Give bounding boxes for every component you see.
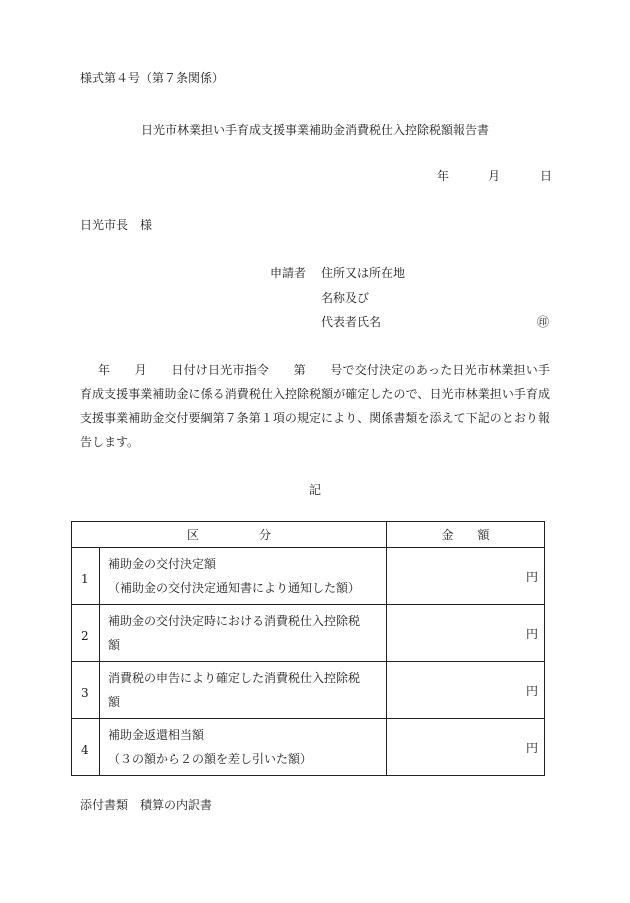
amount-cell[interactable]: 円 <box>387 605 545 662</box>
header-amount: 金 額 <box>387 522 545 548</box>
row-label-line1: 補助金返還相当額 <box>108 728 205 742</box>
row-label-line2: 額 <box>108 695 121 709</box>
applicant-address-label: 住所又は所在地 <box>321 266 406 280</box>
table-row <box>72 662 545 719</box>
row-label-line1: 補助金の交付決定時における消費税仕入控除税 <box>108 614 361 628</box>
row-label-line1: 補助金の交付決定額 <box>108 557 217 571</box>
amount-cell[interactable]: 円 <box>387 548 545 605</box>
date-month: 月 <box>488 169 501 183</box>
row-label-line1: 消費税の申告により確定した消費税仕入控除税 <box>108 671 361 685</box>
row-label <box>100 548 387 605</box>
ki-heading: 記 <box>308 483 321 497</box>
seal-mark: ㊞ <box>537 315 550 329</box>
document-title: 日光市林業担い手育成支援事業補助金消費税仕入控除税額報告書 <box>140 123 489 137</box>
amount-cell[interactable]: 円 <box>387 719 545 776</box>
row-label <box>100 662 387 719</box>
row-label-line2: （補助金の交付決定通知書により通知した額） <box>108 581 361 595</box>
row-number: 3 <box>72 662 100 719</box>
applicant-representative-label: 代表者氏名 <box>321 315 382 329</box>
applicant-name-label: 名称及び <box>321 291 370 305</box>
table-row <box>72 719 545 776</box>
row-label-line2: （３の額から２の額を差し引いた額） <box>108 752 313 766</box>
form-number: 様式第４号（第７条関係） <box>80 71 225 85</box>
row-number: 4 <box>72 719 100 776</box>
addressee: 日光市長 様 <box>80 218 153 232</box>
row-number: 2 <box>72 605 100 662</box>
table-row <box>72 605 545 662</box>
attachments-line: 添付書類 積算の内訳書 <box>80 798 213 812</box>
row-label-line2: 額 <box>108 638 121 652</box>
date-day: 日 <box>540 169 553 183</box>
table-row <box>72 548 545 605</box>
date-year: 年 <box>437 169 450 183</box>
table-header-row <box>72 522 545 548</box>
header-category: 区 分 <box>72 522 387 548</box>
row-label <box>100 719 387 776</box>
row-label <box>100 605 387 662</box>
report-table <box>71 521 545 776</box>
amount-cell[interactable]: 円 <box>387 662 545 719</box>
report-body-text: 年 月 日付け日光市指令 第 号で交付決定のあった日光市林業担い手育成支援事業補助金に係る消費税仕入控除税額が確定したので、日光市林業担い手育成支援事業補助金交付要綱第７条第１項の規定により、関係書類を添えて下記のとおり報告します。 <box>80 363 550 449</box>
applicant-label: 申請者 <box>270 266 307 280</box>
row-number: 1 <box>72 548 100 605</box>
